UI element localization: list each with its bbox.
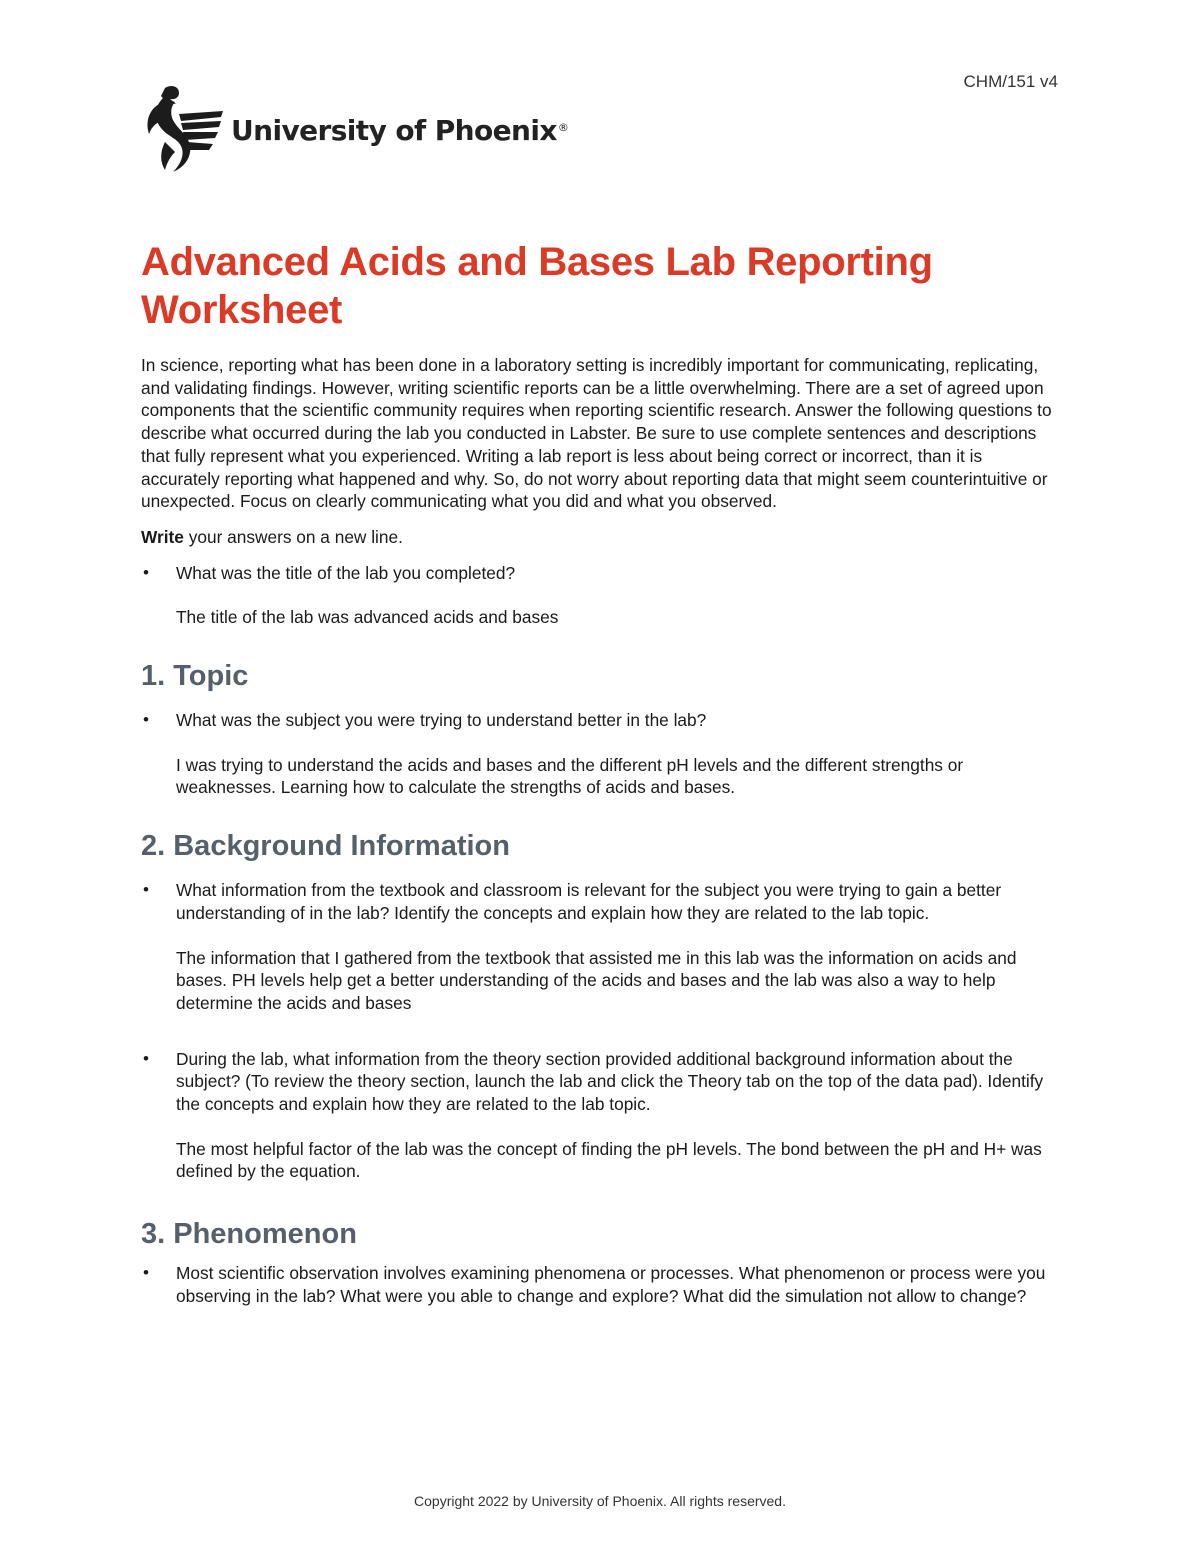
question-text: What was the subject you were trying to understand better in the lab? bbox=[176, 710, 707, 731]
question-text: Most scientific observation involves examining phenomena or processes. What phenomenon or process were you observing in the lab? What were you able to change and explore? What did the simulation not allow to change? bbox=[176, 1263, 1046, 1306]
question-block-background-2 bbox=[141, 1048, 1061, 1184]
answer-text: The title of the lab was advanced acids and bases bbox=[176, 607, 559, 628]
section-heading-background: 2. Background Information bbox=[141, 830, 510, 863]
question-block-lab-title bbox=[141, 562, 1061, 629]
copyright-footer: Copyright 2022 by University of Phoenix. All rights reserved. bbox=[414, 1493, 786, 1509]
bullet-icon: • bbox=[143, 1263, 149, 1283]
question-text: During the lab, what information from the theory section provided additional background information about the subject? (To review the theory section, launch the lab and click the Theory tab on the top of the data pad). Identify the concepts and explain how they are related to the lab topic. bbox=[176, 1048, 1044, 1115]
bullet-icon: • bbox=[143, 880, 149, 900]
answer-text: The most helpful factor of the lab was the concept of finding the pH levels. The bond between the pH and H+ was defined by the equation. bbox=[176, 1138, 1042, 1182]
question-block-topic bbox=[141, 709, 1061, 799]
course-code: CHM/151 v4 bbox=[963, 72, 1058, 91]
question-text: What was the title of the lab you completed? bbox=[176, 562, 516, 583]
section-heading-phenomenon: 3. Phenomenon bbox=[141, 1218, 357, 1251]
bullet-icon: • bbox=[143, 562, 149, 582]
instruction-line: Write your answers on a new line. bbox=[141, 526, 403, 547]
section-heading-topic: 1. Topic bbox=[141, 660, 249, 693]
bullet-icon: • bbox=[143, 1048, 149, 1068]
bullet-icon: • bbox=[143, 710, 149, 730]
question-text: What information from the textbook and classroom is relevant for the subject you were trying to gain a better understanding of in the lab? Identify the concepts and explain how they are related to the lab topic. bbox=[176, 880, 1002, 923]
phoenix-bird-icon bbox=[143, 84, 225, 176]
question-block-phenomenon bbox=[141, 1262, 1061, 1307]
logo-wordmark: University of Phoenix® bbox=[231, 113, 569, 147]
answer-text: I was trying to understand the acids and bases and the different pH levels and the different strengths or weaknesses. Learning how to calculate the strengths of acids and bases. bbox=[176, 754, 964, 798]
worksheet-content bbox=[141, 238, 1061, 1308]
university-logo bbox=[143, 84, 568, 176]
page-title: Advanced Acids and Bases Lab Reporting Worksheet bbox=[141, 240, 933, 332]
question-block-background-1 bbox=[141, 879, 1061, 1015]
answer-text: The information that I gathered from the textbook that assisted me in this lab was the information on acids and bases. PH levels help get a better understanding of the acids and bases and the lab was also a way to help determine the acids and bases bbox=[176, 947, 1017, 1013]
intro-paragraph: In science, reporting what has been done in a laboratory setting is incredibly important for communicating, replicating, and validating findings. However, writing scientific reports can be a little overwhelming. There are a set of agreed upon components that the scientific community requires when reporting scientific research. Answer the following questions to describe what occurred during the lab you conducted in Labster. Be sure to use complete sentences and descriptions that fully represent what you experienced. Writing a lab report is less about being correct or incorrect, than it is accurately reporting what happened and why. So, do not worry about reporting data that might seem counterintuitive or unexpected. Focus on clearly communicating what you did and what you observed. bbox=[141, 355, 1052, 512]
